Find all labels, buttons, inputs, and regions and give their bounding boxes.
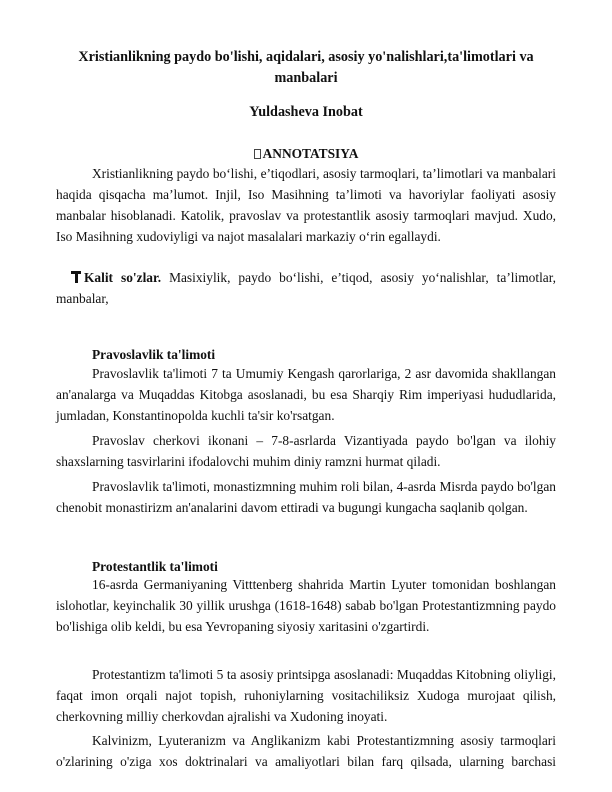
orthodox-paragraph-3: Pravoslavlik ta'limoti, monastizmning muhim roli bilan, 4-asrda Misrda paydo bo'lgan chenobit monastirizm an'analarini davom ettiradi va bugungi kungacha saqlanib qolgan. <box>56 479 556 515</box>
document-title: Xristianlikning paydo bo'lishi, aqidalari, asosiy yo'nalishlari,ta'limotlari va manbalari <box>78 49 534 86</box>
key-bullet-icon <box>71 271 81 283</box>
orthodox-paragraph-1: Pravoslavlik ta'limoti 7 ta Umumiy Kengash qarorlariga, 2 asr davomida shakllangan an'analarga va Muqaddas Kitobga asoslanadi, bu esa Sharqiy Rim imperiyasi hududlarida, jumladan, Konstantinopolda kuchli ta'sir ko'rsatgan. <box>56 366 556 423</box>
orthodox-paragraph-2: Pravoslav cherkovi ikonani – 7-8-asrlarda Vizantiyada paydo bo'lgan va ilohiy shaxslarning tasvirlarini ifodalovchi muhim diniy ramzni hurmat qiladi. <box>56 433 556 469</box>
annotation-heading <box>0 145 612 163</box>
author-name: Yuldasheva Inobat <box>249 104 363 120</box>
section-heading-protestant: Protestantlik ta'limoti <box>92 559 218 574</box>
missing-glyph-icon <box>254 149 261 159</box>
annotation-heading-text: ANNOTATSIYA <box>262 146 359 161</box>
keywords-paragraph <box>56 267 556 309</box>
keywords-label: Kalit so'zlar. <box>84 270 162 285</box>
protestant-paragraph-3: Kalvinizm, Lyuteranizm va Anglikanizm kabi Protestantizmning asosiy tarmoqlari o'zlarining o'ziga xos doktrinalari va amaliyotlari bilan farq qilsada, ularning barchasi <box>56 733 556 769</box>
protestant-paragraph-2: Protestantizm ta'limoti 5 ta asosiy printsipga asoslanadi: Muqaddas Kitobning oliyligi, faqat imon orqali najot topish, ruhoniylarning vositachiliksiz Xudoga murojaat qilish, cherkovning milliy cherkovdan ajralishi va Xudoning inoyati. <box>56 667 556 724</box>
annotation-paragraph: Xristianlikning paydo bo‘lishi, e’tiqodlari, asosiy tarmoqlari, ta’limotlari va manbalari haqida qisqacha ma’lumot. Injil, Iso Masihning ta’limoti va havoriylar faoliyati asosiy manbalar hisoblanadi. Katolik, pravoslav va protestantlik asosiy tarmoqlari mavjud. Xudo, Iso Masihning xudoviyligi va najot masalalari markaziy o‘rin egallaydi. <box>56 166 556 244</box>
keywords-text: Masixiylik, paydo bo‘lishi, e’tiqod, asosiy yo‘nalishlar, ta’limotlar, manbalar, <box>56 270 557 306</box>
protestant-paragraph-1: 16-asrda Germaniyaning Vitttenberg shahrida Martin Lyuter tomonidan boshlangan islohotlar, keyinchalik 30 yillik urushga (1618-1648) sabab bo'lgan Protestantizmning paydo bo'lishiga olib keldi, bu esa Yevropaning siyosiy xaritasini o'zgartirdi. <box>56 577 556 634</box>
section-heading-orthodox: Pravoslavlik ta'limoti <box>92 347 216 362</box>
